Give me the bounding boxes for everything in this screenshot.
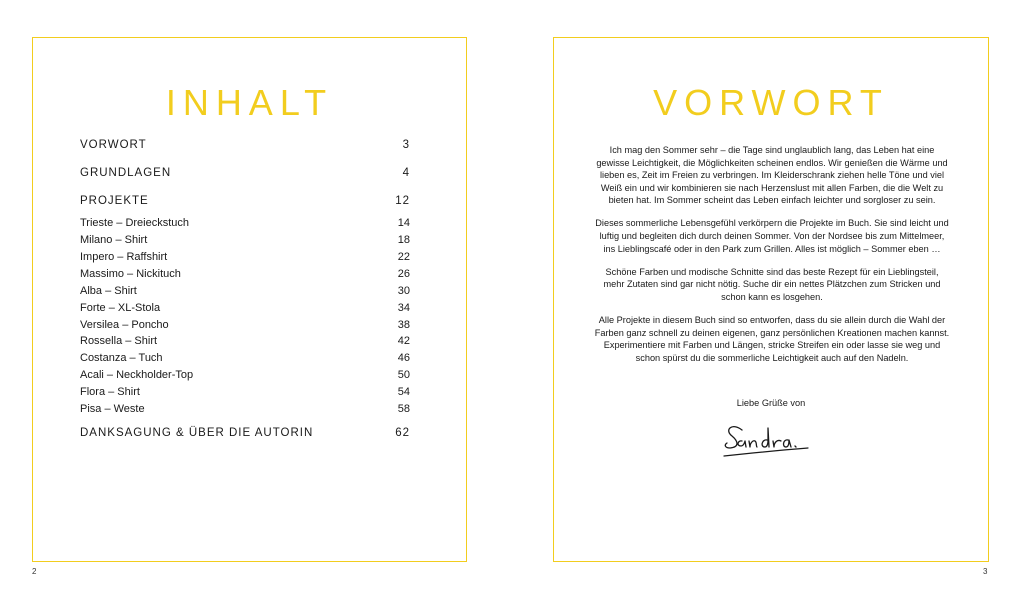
toc-title: GRUNDLAGEN <box>80 167 172 179</box>
foreword-paragraph: Schöne Farben und modische Schnitte sind das beste Rezept für ein Lieblingsteil, mehr Zutaten sind gar nicht nötig. Suche dir ein nettes Plätzchen zum Stricken und schon kann es losgehen. <box>603 266 941 302</box>
toc-page-number: 26 <box>397 268 410 280</box>
toc-title: Costanza – Tuch <box>80 352 163 364</box>
toc-page-number: 50 <box>397 369 410 381</box>
foreword-page <box>553 37 989 562</box>
greeting: Liebe Grüße von <box>736 398 806 408</box>
foreword-text <box>594 144 950 375</box>
toc-title: Pisa – Weste <box>80 403 145 415</box>
toc-title: Massimo – Nickituch <box>80 268 181 280</box>
toc-page-number: 58 <box>397 403 410 415</box>
contents-heading: INHALT <box>165 82 334 123</box>
foreword-paragraph: Ich mag den Sommer sehr – die Tage sind unglaublich lang, das Leben hat eine gewisse Leichtigkeit, die Möglichkeiten scheinen endlos. Wir genießen die Wärme und lieben es, Zeit im Freien zu verbringen. Im Kleiderschrank ziehen helle Töne und viel Weiß ein und wir kombinieren sie nach Herzenslust mit allen Farben, die die Welt zu bieten hat. Im Sommer scheint das Leben einfach leichter und sorgloser zu sein. <box>596 145 948 206</box>
toc-page-number: 34 <box>397 302 410 314</box>
page-number-right: 3 <box>983 567 988 576</box>
toc-page-number: 42 <box>397 335 410 347</box>
toc-page-number: 14 <box>397 217 410 229</box>
toc-title: VORWORT <box>80 139 147 151</box>
toc-page-number: 3 <box>402 139 410 151</box>
toc-title: Forte – XL-Stola <box>80 302 161 314</box>
page-number-left: 2 <box>32 567 37 576</box>
toc-title: Rossella – Shirt <box>80 335 158 347</box>
toc-title: DANKSAGUNG & ÜBER DIE AUTORIN <box>80 427 314 439</box>
toc-page-number: 18 <box>397 234 410 246</box>
toc-page-number: 46 <box>397 352 410 364</box>
toc-page-number: 30 <box>397 285 410 297</box>
toc-title: Impero – Raffshirt <box>80 251 168 263</box>
toc-title: Acali – Neckholder-Top <box>80 369 194 381</box>
toc-title: PROJEKTE <box>80 195 149 207</box>
toc-page-number: 54 <box>397 386 410 398</box>
toc-page-number: 62 <box>395 427 410 439</box>
toc-title: Versilea – Poncho <box>80 319 169 331</box>
toc-title: Trieste – Dreieckstuch <box>80 217 190 229</box>
foreword-paragraph: Alle Projekte in diesem Buch sind so entworfen, dass du sie allein durch die Wahl der Farben ganz schnell zu deinen eigenen, ganz persönlichen Kreationen machen kannst. Experimentiere mit Farben und Längen, stricke Streifen ein oder lasse sie weg und schon spürst du die sommerliche Leichtigkeit auch auf den Nadeln. <box>594 315 950 363</box>
toc-title: Alba – Shirt <box>80 285 137 297</box>
toc-page-number: 22 <box>397 251 410 263</box>
contents-page <box>32 37 467 562</box>
foreword-paragraph: Dieses sommerliche Lebensgefühl verkörpern die Projekte im Buch. Sie sind leicht und luftig und begleiten dich durch deinen Sommer. Von der Nordsee bis zum Mittelmeer, ins Lieblingscafé oder in den Park zum Grillen. Alles ist möglich – Sommer eben … <box>595 218 949 254</box>
toc-page-number: 4 <box>402 167 410 179</box>
foreword-heading: VORWORT <box>653 82 889 123</box>
toc-page-number: 12 <box>395 195 410 207</box>
toc-title: Flora – Shirt <box>80 386 140 398</box>
signature <box>722 416 822 461</box>
toc-title: Milano – Shirt <box>80 234 148 246</box>
toc-page-number: 38 <box>397 319 410 331</box>
